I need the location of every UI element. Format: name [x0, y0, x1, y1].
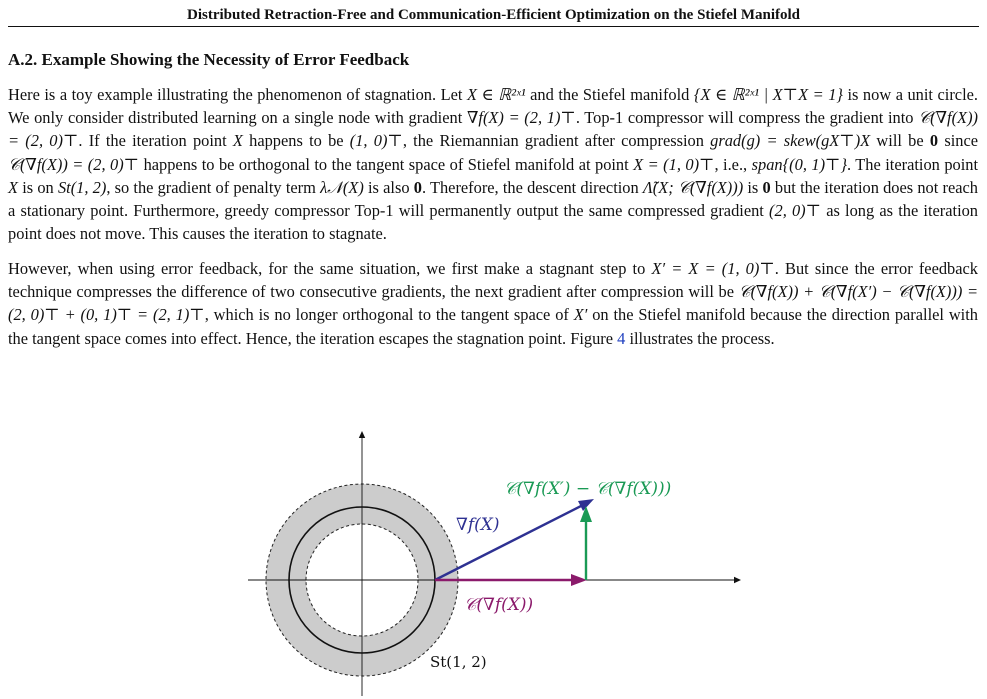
math-inline: 𝒞(∇f(X)) = (2, 0)⊤ [8, 154, 140, 174]
math-inline: span{(0, 1)⊤} [751, 154, 848, 174]
text-run: . But since the error feedback technique compresses the difference of two consecutive gradients, the next gradient after compression will be [8, 259, 978, 302]
text-run: . Top-1 compressor will compress the gradient into [575, 108, 919, 128]
text-run: However, when using error feedback, for the same situation, we first make a stagnant step to [8, 259, 652, 278]
text-run: and the Stiefel manifold [525, 85, 694, 104]
text-run: illustrates the process. [625, 328, 775, 348]
math-inline: ∇f(X) = (2, 1)⊤ [466, 108, 576, 128]
math-inline: (2, 0)⊤ [769, 201, 822, 221]
compressed-gradient-arrowhead [571, 574, 587, 586]
text-run: as long as the iteration point does not move. This causes the iteration to stagnate. [8, 201, 979, 244]
math-inline: X = (1, 0)⊤ [633, 154, 715, 174]
math-inline: 𝒞(∇f(X)) + 𝒞(∇f(X′) − 𝒞(∇f(X))) = (2, 0)⊤ + (0, 1)⊤ = (2, 1)⊤ [8, 282, 978, 325]
text-run: is on [18, 177, 58, 197]
text-run: will be [870, 131, 930, 151]
error-feedback-label: 𝒞(∇f(X′) − 𝒞(∇f(X))) [504, 479, 672, 499]
text-run: happens to be orthogonal to the tangent space of Stiefel manifold at point [139, 154, 634, 174]
text-run: . If the iteration point [78, 131, 233, 151]
math-inline: X [232, 131, 243, 151]
text-run: . The iteration point [847, 154, 979, 174]
math-inline: X ∈ ℝ²ˣ¹ [466, 85, 526, 104]
text-run: is [743, 177, 763, 197]
text-run: , i.e., [714, 154, 752, 174]
paragraph-1 [8, 83, 978, 245]
math-inline: λ𝒩(X) [320, 177, 364, 197]
text-run: but the iteration does not reach a stationary point. Furthermore, greedy compressor Top-1 will permanently output the same compressed gradient [8, 177, 978, 221]
text-run: Here is a toy example illustrating the phenomenon of stagnation. Let [8, 85, 467, 104]
running-header: Distributed Retraction-Free and Communication-Efficient Optimization on the Stiefel Manifold [187, 7, 800, 23]
bold-zero: 0 [413, 177, 422, 197]
paragraph-2 [8, 257, 978, 350]
math-inline: grad(g) = skew(gX⊤)X [710, 131, 871, 151]
text-run: since [938, 131, 978, 151]
math-inline: X′ = X = (1, 0)⊤ [651, 259, 775, 278]
paragraph-2-text [8, 257, 978, 350]
math-inline: St(1, 2) [57, 177, 107, 197]
text-run: , which is no longer orthogonal to the tangent space of [204, 305, 574, 325]
text-run: , the Riemannian gradient after compression [402, 131, 711, 151]
manifold-label: St(1, 2) [430, 653, 487, 671]
math-inline: 𝒞(∇f(X)) = (2, 0)⊤ [8, 108, 978, 151]
header-rule [8, 26, 979, 27]
text-run: on the Stiefel manifold because the direction parallel with the tangent space comes into effect. Hence, the iteration escapes the stagnation point. Figure [8, 305, 978, 348]
math-inline: X′ [573, 305, 588, 325]
gradient-label: ∇f(X) [456, 515, 500, 535]
math-inline: X [8, 177, 19, 197]
bold-zero: 0 [762, 177, 771, 197]
stagnation-figure [0, 420, 987, 699]
text-run: happens to be [242, 131, 350, 151]
section-title: A.2. Example Showing the Necessity of Error Feedback [8, 50, 410, 69]
bold-zero: 0 [929, 131, 939, 151]
math-inline: (1, 0)⊤ [349, 131, 403, 151]
text-run: . Therefore, the descent direction [421, 177, 643, 197]
text-run: is also [363, 177, 414, 197]
math-inline: {X ∈ ℝ²ˣ¹ | X⊤X = 1} [693, 85, 843, 104]
compressed-gradient-label: 𝒞(∇f(X)) [464, 595, 534, 615]
text-run: is now a unit circle. We only consider distributed learning on a single node with gradient [8, 85, 979, 128]
text-run: , so the gradient of penalty term [106, 177, 321, 197]
paragraph-1-text [8, 83, 978, 245]
figure-reference-link[interactable]: 4 [617, 328, 626, 348]
math-inline: Λ̃(X; 𝒞(∇f(X))) [642, 177, 744, 197]
